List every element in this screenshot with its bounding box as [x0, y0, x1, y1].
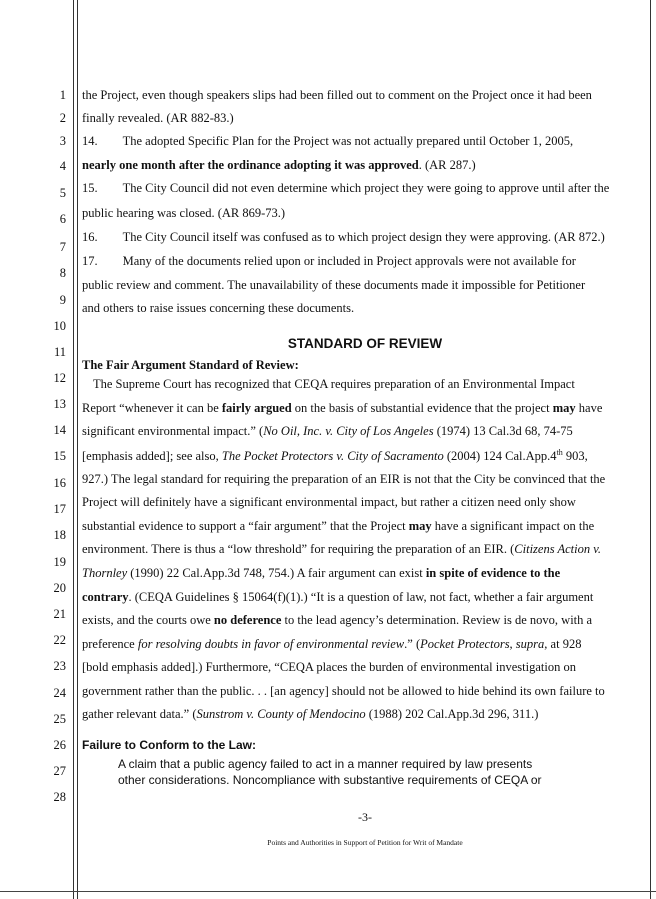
text-line: and others to raise issues concerning these documents.: [82, 301, 355, 315]
line-number: 23: [53, 659, 66, 673]
line-number: 16: [53, 476, 66, 490]
page-number: -3-: [358, 810, 372, 824]
case-citation: Citizens Action v.: [514, 542, 601, 556]
line-number: 3: [59, 134, 66, 148]
text-line: finally revealed. (AR 882-83.): [82, 111, 234, 125]
case-citation: No Oil, Inc. v. City of Los Angeles: [263, 424, 434, 438]
text-line: the Project, even though speakers slips had been filled out to comment on the Project once it had been: [82, 88, 592, 102]
line-number: 7: [59, 240, 66, 254]
right-margin-rule: [650, 0, 651, 899]
line-number: 22: [53, 633, 66, 647]
text-line: public hearing was closed. (AR 869-73.): [82, 206, 286, 220]
text-line: government rather than the public. . . [an agency] should not be allowed to hide behind its own failure to: [82, 684, 605, 698]
line-number: 27: [53, 764, 66, 778]
text-line: exists, and the courts owe no deference to the lead agency’s determination. Review is de novo, with a: [82, 613, 593, 627]
line-number: 24: [53, 686, 66, 700]
case-citation: Pocket Protectors, supra: [420, 637, 545, 651]
text-line: [82, 158, 476, 173]
left-margin-rule-outer: [73, 0, 74, 899]
bottom-rule: [0, 891, 656, 892]
line-number: 6: [59, 212, 66, 226]
bold-emphasis: may: [408, 519, 432, 533]
text-line: Project will definitely have a significant environmental impact, but rather a citizen need only show: [82, 495, 576, 509]
section-heading: STANDARD OF REVIEW: [287, 336, 443, 351]
text-line: public review and comment. The unavailability of these documents made it impossible for Petitioner: [82, 278, 586, 292]
case-citation: Thornley: [82, 566, 128, 580]
line-number: 9: [59, 293, 66, 307]
bold-emphasis: no deference: [213, 613, 282, 627]
text-line: environment. There is thus a “low threshold” for requiring the preparation of an EIR. (Citizens Action v.: [82, 542, 601, 556]
subheading: The Fair Argument Standard of Review:: [82, 358, 299, 372]
emphasis-italic: for resolving doubts in favor of environmental review: [137, 637, 405, 651]
text-segment: . (AR 287.): [418, 158, 476, 172]
line-number: 19: [53, 555, 66, 569]
case-citation: The Pocket Protectors v. City of Sacramento: [221, 449, 444, 464]
text-line: gather relevant data.” (Sunstrom v. County of Mendocino (1988) 202 Cal.App.3d 296, 311.): [82, 707, 539, 721]
line-number: 25: [53, 712, 66, 726]
text-line: Thornley (1990) 22 Cal.App.3d 748, 754.) A fair argument can exist in spite of evidence to the: [82, 566, 561, 580]
bold-emphasis: in spite of evidence to the: [425, 566, 561, 580]
line-number: 26: [53, 738, 66, 752]
line-number: 13: [53, 397, 66, 411]
bold-emphasis: nearly one month after the ordinance adopting it was approved: [82, 158, 419, 172]
subheading: Failure to Conform to the Law:: [82, 738, 256, 752]
text-line: [emphasis added]; see also, The Pocket Protectors v. City of Sacramento (2004) 124 Cal.App.4th 903,: [82, 448, 588, 464]
case-citation: Sunstrom v. County of Mendocino: [196, 707, 366, 721]
footer-title: Points and Authorities in Support of Petition for Writ of Mandate: [267, 838, 463, 847]
line-number: 15: [53, 449, 66, 463]
text-line: other considerations. Noncompliance with substantive requirements of CEQA or: [118, 773, 542, 787]
text-line: 16. The City Council itself was confused as to which project design they were approving. (AR 872.): [82, 230, 605, 244]
text-line: Report “whenever it can be fairly argued on the basis of substantial evidence that the project may have: [82, 401, 603, 415]
line-number: 14: [53, 423, 66, 437]
text-line: contrary. (CEQA Guidelines § 15064(f)(1).) “It is a question of law, not fact, whether a fair argument: [82, 590, 594, 604]
line-number: 2: [59, 111, 66, 125]
text-line: [bold emphasis added].) Furthermore, “CEQA places the burden of environmental investigation on: [82, 660, 576, 674]
text-line: significant environmental impact.” (No Oil, Inc. v. City of Los Angeles (1974) 13 Cal.3d 68, 74-75: [82, 424, 573, 438]
text-line: preference for resolving doubts in favor of environmental review.” (Pocket Protectors, supra, at 928: [82, 637, 582, 651]
line-number: 12: [53, 371, 66, 385]
text-line: 15. The City Council did not even determine which project they were going to approve until after the: [82, 181, 610, 195]
text-line: 927.) The legal standard for requiring the preparation of an EIR is not that the City be convinced that the: [82, 472, 606, 486]
line-number: 11: [53, 345, 66, 359]
bold-emphasis: may: [552, 401, 576, 415]
bold-emphasis: contrary: [82, 590, 129, 604]
line-number: 18: [53, 528, 66, 542]
line-number: 1: [59, 88, 66, 102]
line-number: 28: [53, 790, 66, 804]
line-number: 20: [53, 581, 66, 595]
line-number: 10: [53, 319, 66, 333]
text-line: 17. Many of the documents relied upon or included in Project approvals were not available for: [82, 254, 576, 268]
text-line: The Supreme Court has recognized that CEQA requires preparation of an Environmental Impact: [93, 377, 575, 391]
line-number: 4: [59, 159, 66, 173]
text-line: A claim that a public agency failed to act in a manner required by law presents: [118, 757, 533, 771]
line-number: 21: [53, 607, 66, 621]
bold-emphasis: fairly argued: [221, 401, 292, 415]
line-number: 17: [53, 502, 66, 516]
line-number: 5: [59, 186, 66, 200]
line-number: 8: [59, 266, 66, 280]
left-margin-rule-inner: [77, 0, 78, 899]
text-line: substantial evidence to support a “fair argument” that the Project may have a significant impact on the: [82, 519, 595, 533]
text-line: 14. The adopted Specific Plan for the Project was not actually prepared until October 1, 2005,: [82, 134, 574, 148]
